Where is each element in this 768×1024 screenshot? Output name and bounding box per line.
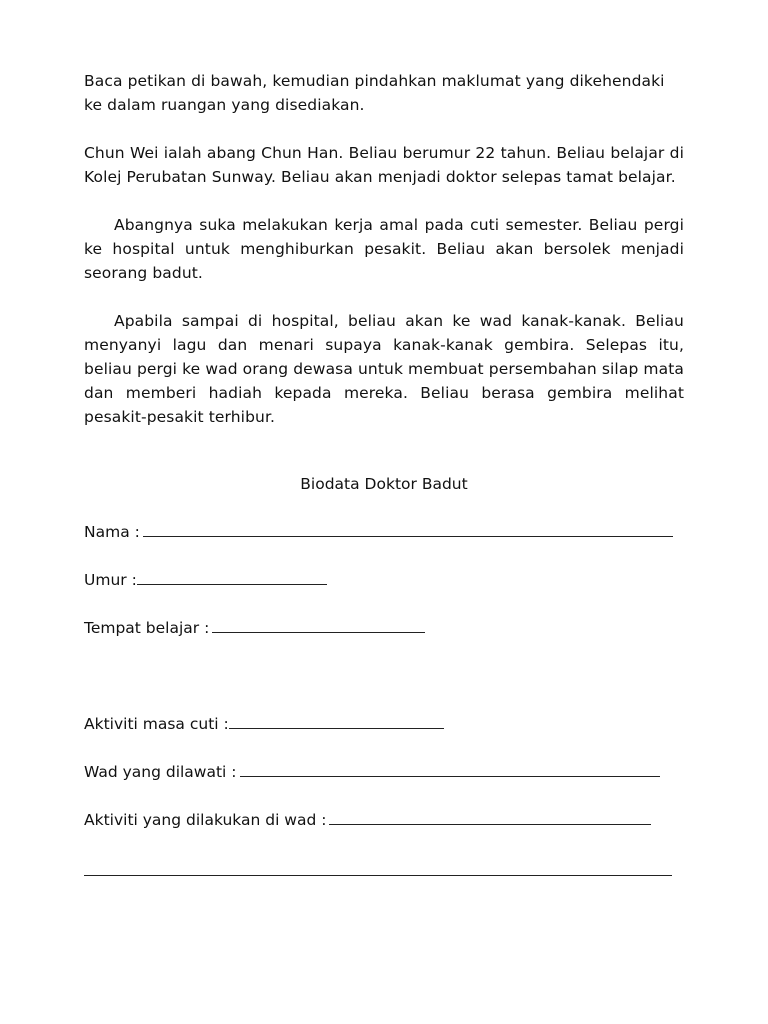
aktiviti-cuti-label: Aktiviti masa cuti : — [84, 715, 229, 733]
aktiviti-wad-answer-line[interactable] — [329, 808, 651, 825]
passage-paragraph-2: Abangnya suka melakukan kerja amal pada cuti semester. Beliau pergi ke hospital untuk menghiburkan pesakit. Beliau akan bersolek menjadi seorang badut. — [84, 216, 684, 282]
nama-field — [84, 520, 673, 544]
instruction-text — [84, 69, 684, 117]
aktiviti-wad-label: Aktiviti yang dilakukan di wad : — [84, 811, 327, 829]
wad-field — [84, 760, 660, 784]
wad-answer-line[interactable] — [240, 760, 660, 777]
umur-field — [84, 568, 327, 592]
worksheet-page — [84, 69, 684, 829]
passage-paragraph-3: Apabila sampai di hospital, beliau akan ke wad kanak-kanak. Beliau menyanyi lagu dan menari supaya kanak-kanak gembira. Selepas itu, beliau pergi ke wad orang dewasa untuk membuat persembahan silap mata dan memberi hadiah kepada mereka. Beliau berasa gembira melihat pesakit-pesakit terhibur. — [84, 312, 684, 426]
form-title: Biodata Doktor Badut — [300, 475, 468, 493]
tempat-belajar-field — [84, 616, 425, 640]
umur-answer-line[interactable] — [137, 568, 327, 585]
instruction-line-1: Baca petikan di bawah, kemudian pindahkan maklumat yang dikehendaki — [84, 72, 665, 90]
aktiviti-cuti-answer-line[interactable] — [229, 712, 444, 729]
aktiviti-wad-field — [84, 808, 651, 832]
extra-answer-line[interactable] — [84, 875, 672, 876]
passage-paragraph-1: Chun Wei ialah abang Chun Han. Beliau berumur 22 tahun. Beliau belajar di Kolej Perubatan Sunway. Beliau akan menjadi doktor selepas tamat belajar. — [84, 144, 684, 186]
wad-label: Wad yang dilawati : — [84, 763, 237, 781]
tempat-belajar-label: Tempat belajar : — [84, 619, 210, 637]
nama-answer-line[interactable] — [143, 520, 673, 537]
umur-label: Umur : — [84, 571, 137, 589]
instruction-line-2: ke dalam ruangan yang disediakan. — [84, 96, 365, 114]
aktiviti-cuti-field — [84, 712, 444, 736]
nama-label: Nama : — [84, 523, 140, 541]
tempat-belajar-answer-line[interactable] — [212, 616, 425, 633]
